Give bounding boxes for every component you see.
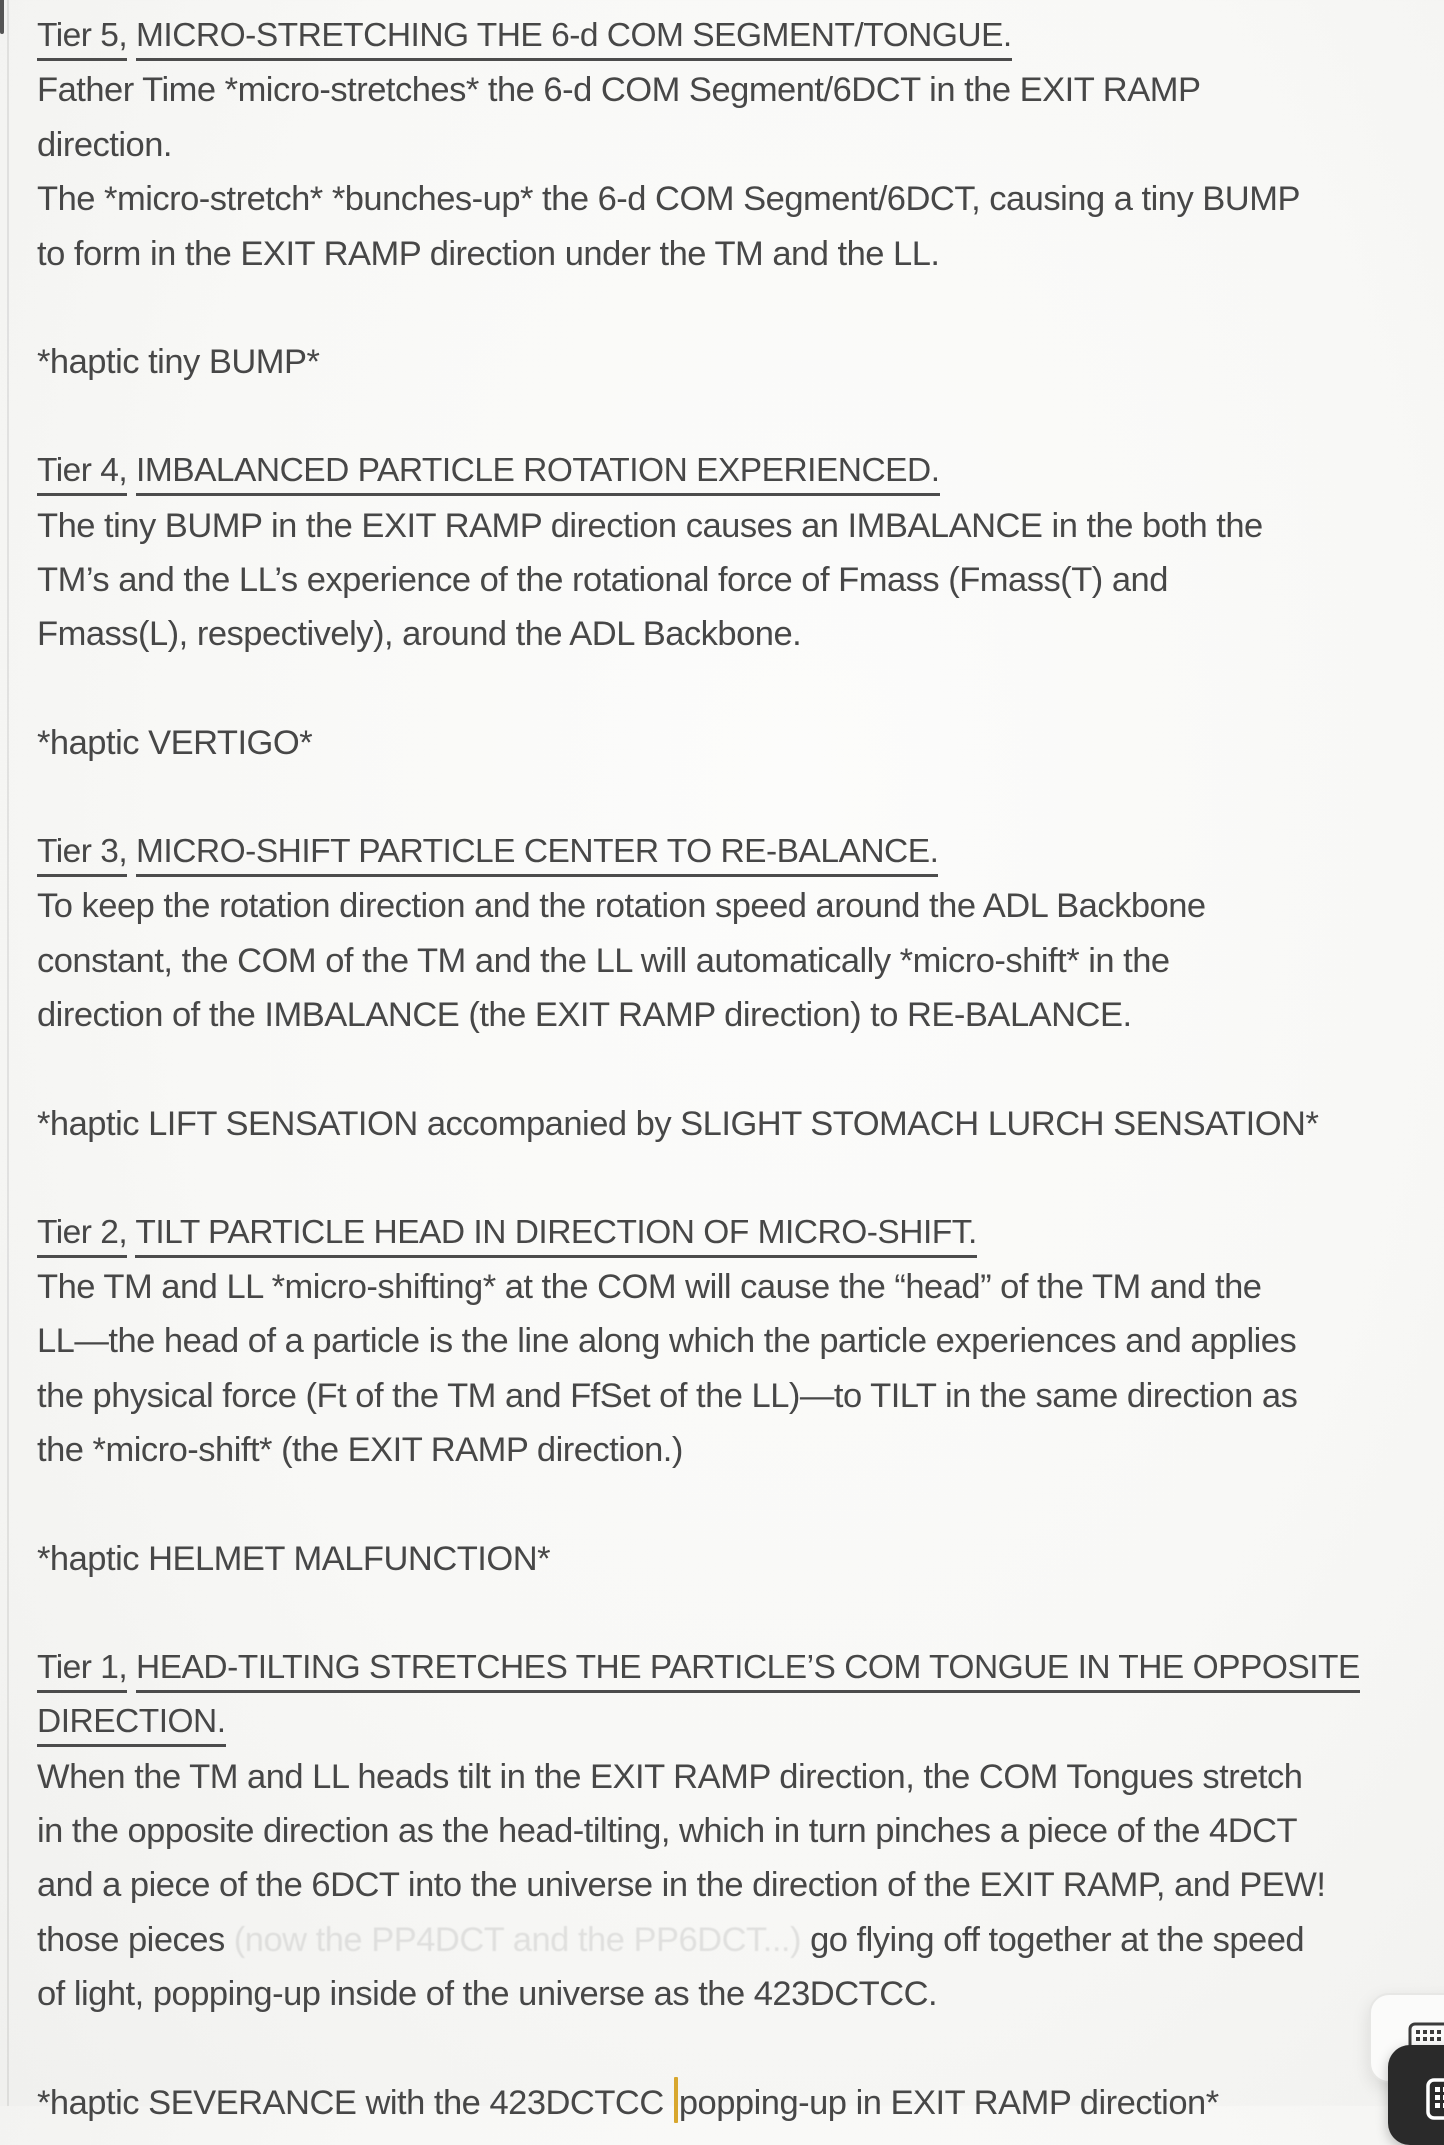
text-segment: The *micro-stretch* *bunches-up* the 6-d COM Segment/6DCT, causing a tiny BUMP: [37, 180, 1300, 219]
text-line: [37, 553, 1437, 607]
text-segment: Fmass(L), respectively), around the ADL Backbone.: [37, 615, 802, 654]
text-segment: in the opposite direction as the head-tilting, which in turn pinches a piece of the 4DCT: [37, 1811, 1298, 1850]
text-segment: MICRO-SHIFT PARTICLE CENTER TO RE-BALANCE.: [136, 833, 938, 877]
text-segment: [127, 833, 136, 870]
text-line: [37, 1532, 1437, 1586]
text-cursor: [674, 2077, 678, 2123]
text-segment: Tier 4,: [37, 452, 127, 496]
text-line: [37, 716, 1437, 770]
text-segment: TILT PARTICLE HEAD IN DIRECTION OF MICRO-SHIFT.: [135, 1214, 976, 1258]
text-line: [37, 988, 1437, 1042]
text-line: [37, 1913, 1437, 1967]
text-line: [37, 1423, 1437, 1477]
blank-line: [37, 1151, 1437, 1205]
page-edge-line: [7, 0, 9, 2106]
note-text-area[interactable]: [37, 9, 1437, 2130]
text-segment: go flying off together at the speed: [801, 1920, 1305, 1959]
text-line: [37, 1804, 1437, 1858]
text-line: [37, 1369, 1437, 1423]
text-segment: to form in the EXIT RAMP direction under the TM and the LL.: [37, 234, 940, 273]
blank-line: [37, 281, 1437, 335]
text-segment: The TM and LL *micro-shifting* at the COM will cause the “head” of the TM and the: [37, 1267, 1262, 1306]
text-line: [37, 335, 1437, 389]
blank-line: [37, 662, 1437, 716]
text-segment: [127, 452, 136, 489]
text-segment: and a piece of the 6DCT into the universe in the direction of the EXIT RAMP, and PEW!: [37, 1866, 1326, 1905]
text-segment: DIRECTION.: [37, 1703, 226, 1747]
text-line: [37, 1858, 1437, 1912]
text-line: [37, 63, 1437, 117]
text-segment: MICRO-STRETCHING THE 6-d COM SEGMENT/TONGUE.: [136, 17, 1012, 61]
blank-line: [37, 770, 1437, 824]
text-segment: popping-up in EXIT RAMP direction*: [678, 2083, 1219, 2122]
text-segment: To keep the rotation direction and the rotation speed around the ADL Backbone: [37, 887, 1206, 926]
text-segment: those pieces: [37, 1920, 234, 1959]
text-segment: constant, the COM of the TM and the LL will automatically *micro-shift* in the: [37, 941, 1170, 980]
text-line: [37, 227, 1437, 281]
text-segment: The tiny BUMP in the EXIT RAMP direction causes an IMBALANCE in the both the: [37, 506, 1263, 545]
text-segment: Tier 5,: [37, 17, 127, 61]
blank-line: [37, 390, 1437, 444]
heading-line: [37, 1206, 1437, 1260]
keyboard-overlay-button[interactable]: [1388, 2045, 1444, 2145]
text-segment: When the TM and LL heads tilt in the EXIT RAMP direction, the COM Tongues stretch: [37, 1757, 1303, 1796]
text-line: [37, 1260, 1437, 1314]
text-segment: [127, 1649, 136, 1686]
text-segment: LL—the head of a particle is the line along which the particle experiences and applies: [37, 1322, 1297, 1361]
heading-line: [37, 825, 1437, 879]
text-line: [37, 1967, 1437, 2021]
text-line: [37, 607, 1437, 661]
text-segment: of light, popping-up inside of the universe as the 423DCTCC.: [37, 1975, 938, 2014]
text-segment: [127, 17, 136, 54]
text-segment: *haptic SEVERANCE with the 423DCTCC: [37, 2083, 673, 2122]
blank-line: [37, 1478, 1437, 1532]
text-line: [37, 1314, 1437, 1368]
text-segment: Father Time *micro-stretches* the 6-d COM Segment/6DCT in the EXIT RAMP: [37, 71, 1201, 110]
screen-edge-artifact: [0, 0, 4, 34]
heading-line: [37, 1641, 1437, 1695]
text-line: [37, 934, 1437, 988]
text-line: [37, 172, 1437, 226]
heading-line: [37, 444, 1437, 498]
text-line: [37, 118, 1437, 172]
text-line: [37, 2076, 1437, 2130]
text-segment: *haptic VERTIGO*: [37, 724, 313, 763]
ghost-text: (now the PP4DCT and the PP6DCT...): [233, 1920, 802, 1959]
text-segment: Tier 3,: [37, 833, 127, 877]
text-segment: the *micro-shift* (the EXIT RAMP direction.): [37, 1431, 683, 1470]
text-segment: TM’s and the LL’s experience of the rotational force of Fmass (Fmass(T) and: [37, 560, 1168, 599]
text-segment: *haptic HELMET MALFUNCTION*: [37, 1539, 551, 1578]
text-line: [37, 1097, 1437, 1151]
text-segment: HEAD-TILTING STRETCHES THE PARTICLE’S COM TONGUE IN THE OPPOSITE: [136, 1649, 1360, 1693]
text-segment: *haptic LIFT SENSATION accompanied by SLIGHT STOMACH LURCH SENSATION*: [37, 1104, 1319, 1143]
text-segment: direction of the IMBALANCE (the EXIT RAMP direction) to RE-BALANCE.: [37, 996, 1132, 1035]
text-segment: Tier 1,: [37, 1649, 127, 1693]
text-line: [37, 879, 1437, 933]
blank-line: [37, 1042, 1437, 1096]
blank-line: [37, 2021, 1437, 2075]
text-line: [37, 1750, 1437, 1804]
heading-line: [37, 9, 1437, 63]
text-segment: direction.: [37, 125, 172, 164]
text-line: [37, 499, 1437, 553]
text-segment: the physical force (Ft of the TM and FfSet of the LL)—to TILT in the same direction as: [37, 1376, 1298, 1415]
blank-line: [37, 1586, 1437, 1640]
text-segment: IMBALANCED PARTICLE ROTATION EXPERIENCED.: [136, 452, 940, 496]
text-segment: *haptic tiny BUMP*: [37, 343, 320, 382]
text-segment: Tier 2,: [37, 1214, 127, 1258]
heading-line: [37, 1695, 1437, 1749]
